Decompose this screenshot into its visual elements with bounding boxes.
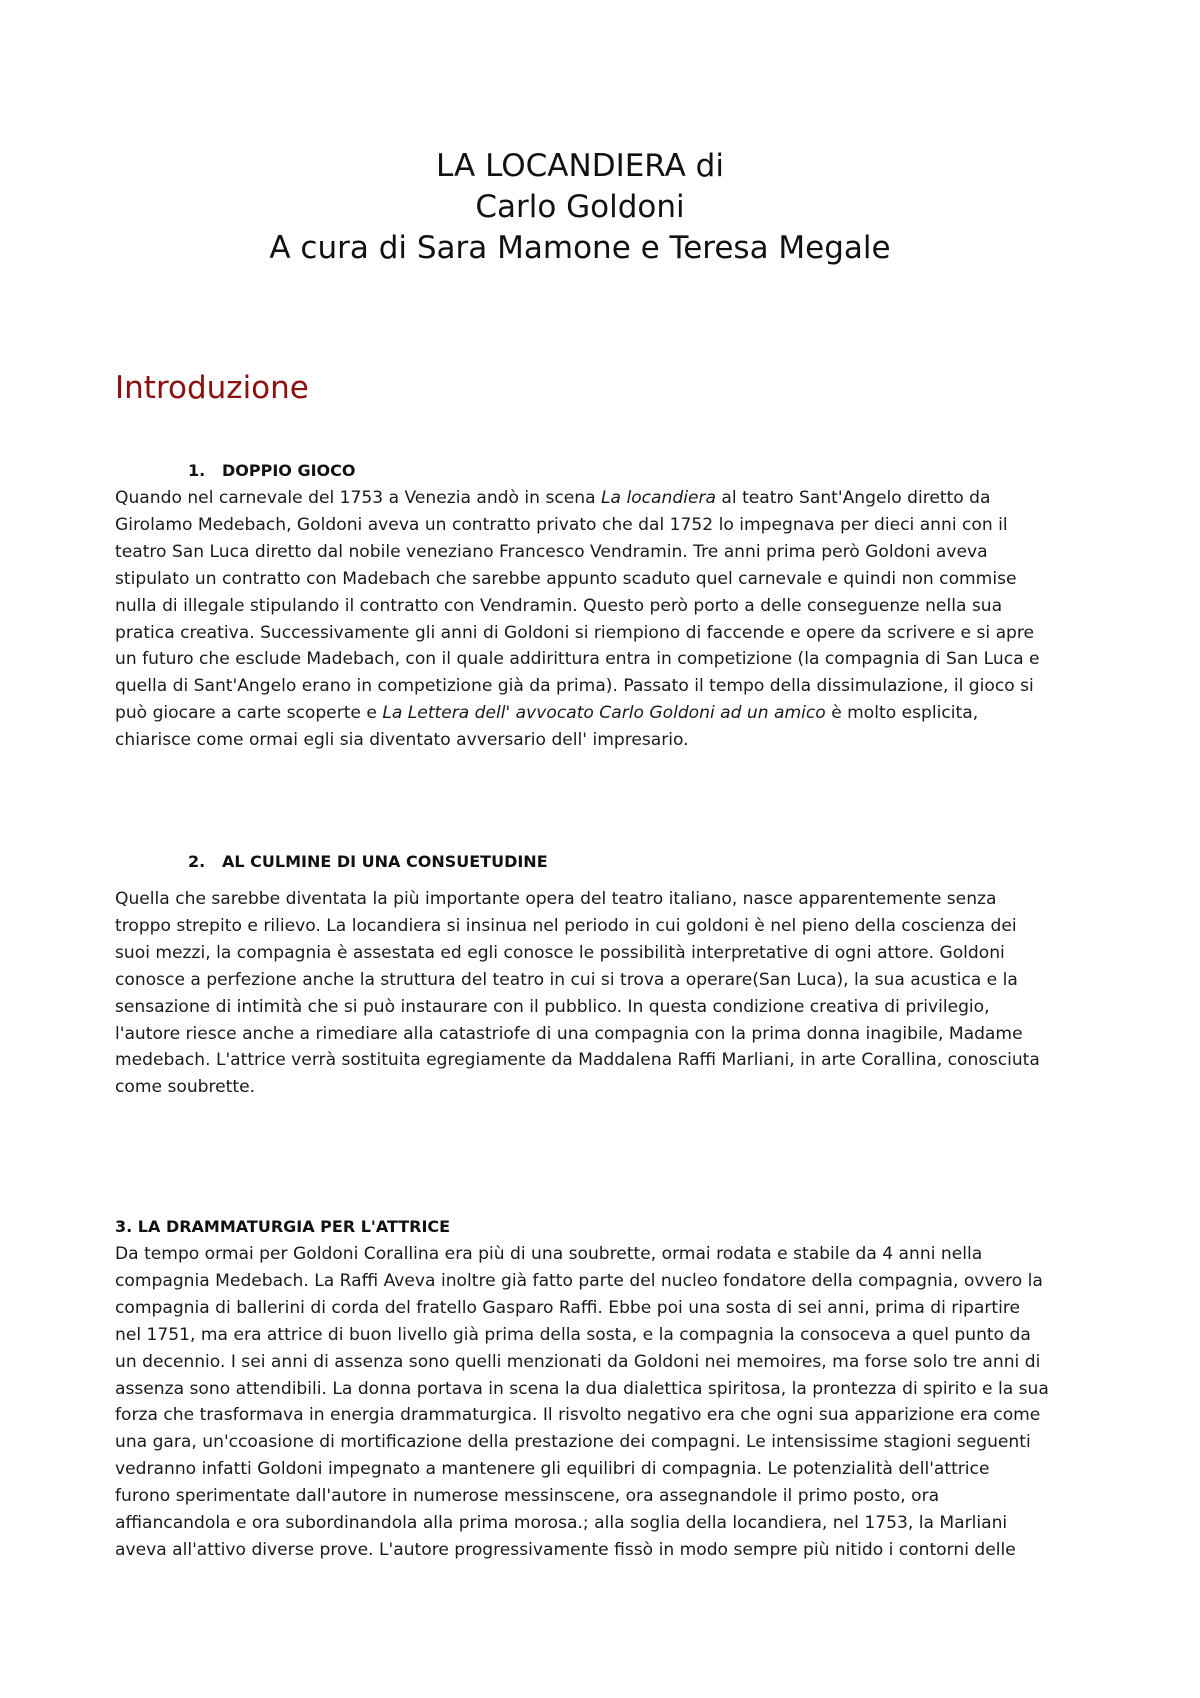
text-run: stipulato un contratto con Madebach che sarebbe appunto scaduto quel carnevale e quindi non commise bbox=[115, 568, 1017, 589]
section-2-paragraph bbox=[115, 886, 1090, 1101]
text-line bbox=[115, 1322, 1090, 1349]
text-line bbox=[115, 539, 1090, 566]
text-line bbox=[115, 1241, 1090, 1268]
title-line-1: LA LOCANDIERA di bbox=[436, 148, 724, 184]
section-1-paragraph bbox=[115, 485, 1090, 754]
text-run: Da tempo ormai per Goldoni Corallina era più di una soubrette, ormai rodata e stabile da 4 anni nella bbox=[115, 1244, 983, 1264]
text-run: assenza sono attendibili. La donna portava in scena la dua dialettica spiritosa, la prontezza di spirito e la sua bbox=[115, 1378, 1049, 1399]
text-run: Quella che sarebbe diventata la più importante opera del teatro italiano, nasce apparentemente senza bbox=[115, 889, 997, 909]
text-run: troppo strepito e rilievo. La locandiera si insinua nel periodo in cui goldoni è nel pieno della coscienza dei bbox=[115, 915, 1017, 936]
title-line-3: A cura di Sara Mamone e Teresa Megale bbox=[269, 230, 891, 266]
text-line bbox=[115, 1537, 1090, 1564]
section-2-title-text: AL CULMINE DI UNA CONSUETUDINE bbox=[222, 852, 548, 871]
text-run: sensazione di intimità che si può instaurare con il pubblico. In questa condizione creativa di privilegio, bbox=[115, 996, 990, 1017]
text-run: medebach. L'attrice verrà sostituita egregiamente da Maddalena Raffi Marliani, in arte Corallina, conosciuta bbox=[115, 1050, 1040, 1071]
italic-title-text: La locandiera bbox=[601, 488, 716, 508]
text-line bbox=[115, 1429, 1090, 1456]
text-run: teatro San Luca diretto dal nobile veneziano Francesco Vendramin. Tre anni prima però Goldoni aveva bbox=[115, 541, 988, 562]
text-run: nel 1751, ma era attrice di buon livello già prima della sosta, e la compagnia la consoceva a quel punto da bbox=[115, 1324, 1031, 1345]
text-run: l'autore riesce anche a rimediare alla catastriofe di una compagnia con la prima donna inagibile, Madame bbox=[115, 1023, 1023, 1044]
text-run: Girolamo Medebach, Goldoni aveva un contratto privato che dal 1752 lo impegnava per dieci anni con il bbox=[115, 514, 1008, 535]
text-line bbox=[115, 1376, 1090, 1403]
text-line bbox=[115, 913, 1090, 940]
text-line bbox=[115, 593, 1090, 620]
text-run: suoi mezzi, la compagnia è assestata ed egli conosce le possibilità interpretative di ogni attore. Goldoni bbox=[115, 942, 1005, 963]
text-run: è molto esplicita, bbox=[825, 703, 979, 724]
text-run: quella di Sant'Angelo erano in competizione già da prima). Passato il tempo della dissimulazione, il gioco si bbox=[115, 676, 1034, 697]
text-run: conosce a perfezione anche la struttura del teatro in cui si trova a operare(San Luca), la sua acustica e la bbox=[115, 969, 1018, 990]
section-1-title-text: DOPPIO GIOCO bbox=[222, 461, 356, 480]
text-line bbox=[115, 1295, 1090, 1322]
text-run: al teatro Sant'Angelo diretto da bbox=[715, 488, 991, 508]
text-line bbox=[115, 940, 1090, 967]
text-line bbox=[115, 1510, 1090, 1537]
text-line bbox=[115, 1456, 1090, 1483]
section-3-title bbox=[115, 1217, 450, 1236]
text-line bbox=[115, 967, 1090, 994]
text-run: affiancandola e ora subordinandola alla prima morosa.; alla soglia della locandiera, nel 1753, la Marliani bbox=[115, 1513, 1008, 1534]
text-line bbox=[115, 566, 1090, 593]
section-1-number: 1. bbox=[188, 461, 206, 480]
text-line bbox=[115, 1021, 1090, 1048]
text-run: compagnia Medebach. La Raffi Aveva inoltre già fatto parte del nucleo fondatore della compagnia, ovvero la bbox=[115, 1270, 1043, 1291]
text-run: compagnia di ballerini di corda del fratello Gasparo Raffi. Ebbe poi una sosta di sei anni, prima di ripartire bbox=[115, 1297, 1021, 1318]
text-line bbox=[115, 700, 1090, 727]
text-line bbox=[115, 886, 1090, 913]
text-line bbox=[115, 512, 1090, 539]
text-line bbox=[115, 1483, 1090, 1510]
text-line bbox=[115, 646, 1090, 673]
text-line bbox=[115, 1074, 1090, 1101]
section-2-title bbox=[188, 852, 548, 871]
document-title bbox=[0, 146, 1160, 269]
text-run: furono sperimentate dall'autore in numerose messinscene, ora assegnandole il primo posto, ora bbox=[115, 1486, 940, 1507]
text-line bbox=[115, 727, 1090, 754]
text-run: forza che trasformava in energia drammaturgica. Il risvolto negativo era che ogni sua apparizione era come bbox=[115, 1405, 1041, 1426]
italic-title-text: La Lettera dell' avvocato Carlo Goldoni ad un amico bbox=[382, 703, 826, 724]
text-line bbox=[115, 620, 1090, 647]
text-run: nulla di illegale stipulando il contratto con Vendramin. Questo però porto a delle conseguenze nella sua bbox=[115, 595, 1003, 616]
text-run: un decennio. I sei anni di assenza sono quelli menzionati da Goldoni nei memoires, ma forse solo tre anni di bbox=[115, 1351, 1041, 1372]
section-3-title-text: LA DRAMMATURGIA PER L'ATTRICE bbox=[137, 1217, 451, 1236]
text-line bbox=[115, 1268, 1090, 1295]
text-line bbox=[115, 994, 1090, 1021]
section-3-number: 3. bbox=[115, 1217, 133, 1236]
text-run: vedranno infatti Goldoni impegnato a mantenere gli equilibri di compagnia. Le potenzialità dell'attrice bbox=[115, 1459, 990, 1480]
text-line bbox=[115, 1402, 1090, 1429]
text-run: una gara, un'ccoasione di mortificazione della prestazione dei compagni. Le intensissime stagioni seguenti bbox=[115, 1432, 1031, 1453]
text-line bbox=[115, 1349, 1090, 1376]
text-run: aveva all'attivo diverse prove. L'autore progressivamente fissò in modo sempre più nitido i contorni delle bbox=[115, 1539, 1016, 1560]
section-1-title bbox=[188, 461, 356, 480]
section-heading: Introduzione bbox=[115, 370, 309, 406]
section-3-paragraph bbox=[115, 1241, 1090, 1564]
section-2-number: 2. bbox=[188, 852, 206, 871]
text-line bbox=[115, 1047, 1090, 1074]
text-run: pratica creativa. Successivamente gli anni di Goldoni si riempiono di faccende e opere da scrivere e si apre bbox=[115, 622, 1035, 643]
title-line-2: Carlo Goldoni bbox=[475, 189, 685, 225]
text-run: chiarisce come ormai egli sia diventato avversario dell' impresario. bbox=[115, 730, 689, 751]
text-run: come soubrette. bbox=[115, 1077, 256, 1098]
text-run: Quando nel carnevale del 1753 a Venezia andò in scena bbox=[115, 488, 602, 508]
text-run: un futuro che esclude Madebach, con il quale addirittura entra in competizione (la compagnia di San Luca e bbox=[115, 649, 1040, 670]
text-line bbox=[115, 485, 1090, 512]
text-line bbox=[115, 673, 1090, 700]
text-run: può giocare a carte scoperte e bbox=[115, 703, 383, 724]
